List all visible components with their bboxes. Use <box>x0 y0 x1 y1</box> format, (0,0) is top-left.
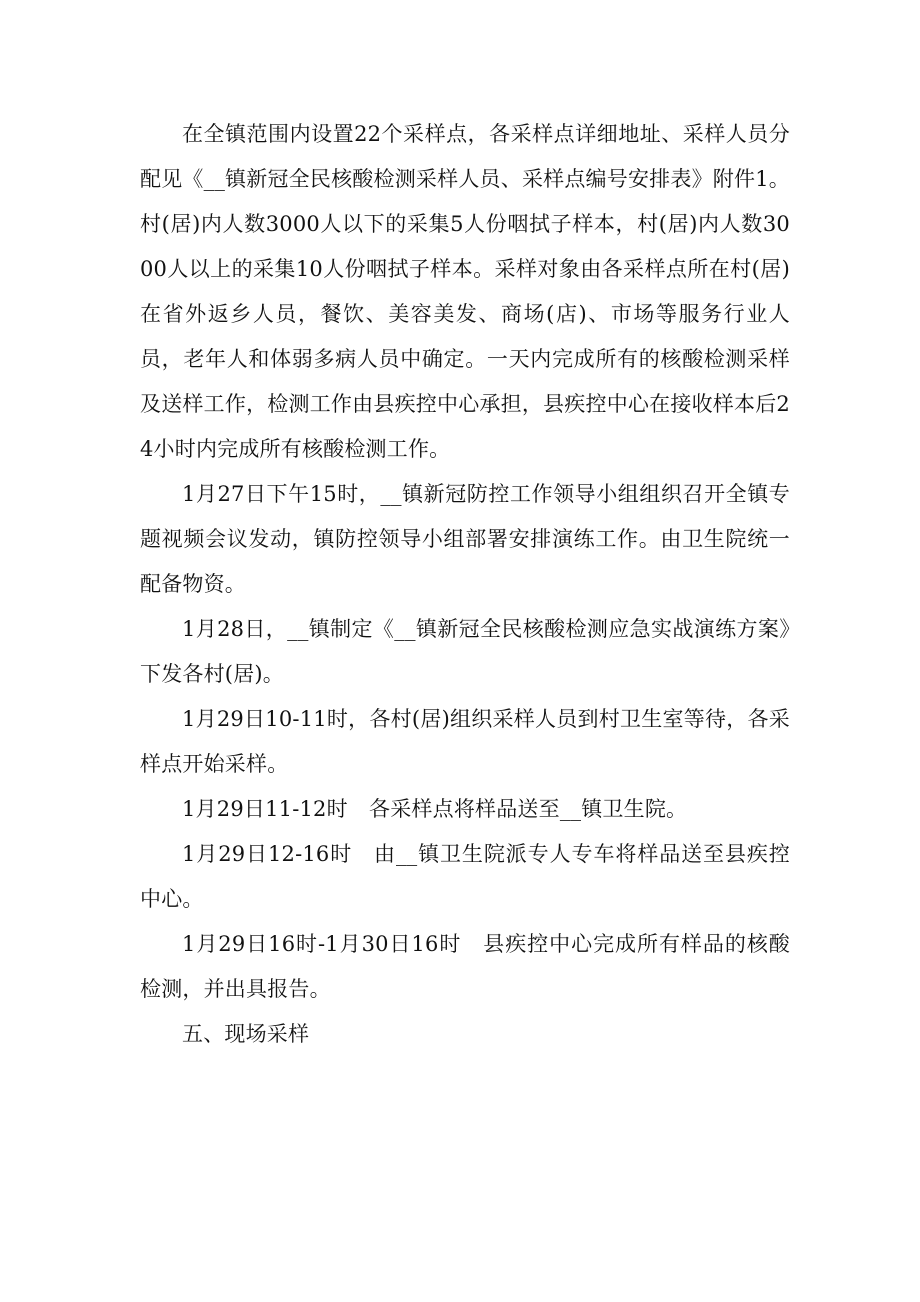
section-heading-onsite-sampling: 五、现场采样 <box>182 1022 310 1046</box>
paragraph-jan27-meeting: 1月27日下午15时，__镇新冠防控工作领导小组组织召开全镇专题视频会议发动，镇防控领导小组部署安排演练工作。由卫生院统一配备物资。 <box>140 482 790 596</box>
paragraph-jan29-delivery: 1月29日11-12时 各采样点将样品送至__镇卫生院。 <box>182 797 688 821</box>
paragraph-jan28-plan: 1月28日，__镇制定《__镇新冠全民核酸检测应急实战演练方案》下发各村(居)。 <box>140 617 790 686</box>
paragraph-jan29-30-testing: 1月29日16时-1月30日16时 县疾控中心完成所有样品的核酸检测，并出具报告。 <box>140 932 790 1001</box>
paragraph-sampling-points: 在全镇范围内设置22个采样点，各采样点详细地址、采样人员分配见《__镇新冠全民核酸检测采样人员、采样点编号安排表》附件1。村(居)内人数3000人以下的采集5人份咽拭子样本，村(居)内人数3000人以上的采集10人份咽拭子样本。采样对象由各采样点所在村(居)在省外返乡人员，餐饮、美容美发、商场(店)、市场等服务行业人员，老年人和体弱多病人员中确定。一天内完成所有的核酸检测采样及送样工作，检测工作由县疾控中心承担，县疾控中心在接收样本后24小时内完成所有核酸检测工作。 <box>140 122 790 461</box>
paragraph-jan29-sampling: 1月29日10-11时，各村(居)组织采样人员到村卫生室等待，各采样点开始采样。 <box>140 707 790 776</box>
document-body <box>140 112 790 1057</box>
paragraph-jan29-transport: 1月29日12-16时 由__镇卫生院派专人专车将样品送至县疾控中心。 <box>140 842 790 911</box>
